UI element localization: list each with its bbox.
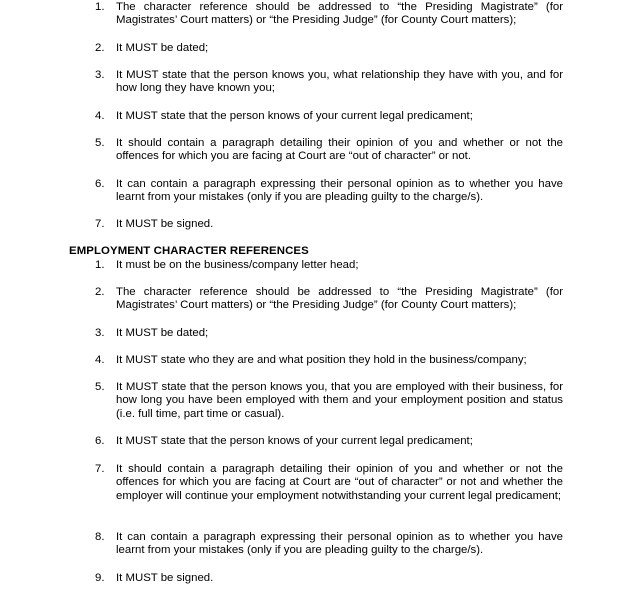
item-number: 3. (95, 69, 105, 81)
list-item (95, 1, 563, 28)
list-item (95, 463, 563, 503)
item-number: 1. (95, 1, 105, 13)
item-text: It can contain a paragraph expressing their personal opinion as to whether you have learnt from your mistakes (only if you are pleading guilty to the charge/s). (116, 531, 563, 557)
list-item (95, 137, 563, 164)
item-number: 6. (95, 435, 105, 447)
list-item (95, 435, 563, 448)
item-number: 9. (95, 572, 105, 584)
item-text: It MUST state that the person knows of your current legal predicament; (116, 110, 473, 122)
item-text: It MUST state who they are and what position they hold in the business/company; (116, 354, 527, 366)
item-number: 2. (95, 42, 105, 54)
list-item (95, 178, 563, 205)
list-item (95, 42, 563, 55)
item-number: 6. (95, 178, 105, 190)
list-item (95, 110, 563, 123)
list-item (95, 327, 563, 340)
list-item (95, 531, 563, 558)
item-number: 5. (95, 381, 105, 393)
item-text: It MUST state that the person knows of your current legal predicament; (116, 435, 473, 447)
item-number: 5. (95, 137, 105, 149)
item-text: The character reference should be addressed to “the Presiding Magistrate” (for Magistrates’ Court matters) or “the Presiding Judge” (for County Court matters); (116, 1, 563, 27)
list-item (95, 354, 563, 367)
item-text: It MUST be dated; (116, 42, 209, 54)
list-item (95, 259, 563, 272)
list-item (95, 381, 563, 421)
item-text: It must be on the business/company letter head; (116, 259, 359, 271)
item-number: 4. (95, 110, 105, 122)
item-number: 3. (95, 327, 105, 339)
item-text: It should contain a paragraph detailing their opinion of you and whether or not the offences for which you are facing at Court are “out of character” or not. (116, 137, 563, 163)
item-number: 8. (95, 531, 105, 543)
item-text: The character reference should be addressed to “the Presiding Magistrate” (for Magistrates’ Court matters) or “the Presiding Judge” (for County Court matters); (116, 286, 563, 312)
item-text: It MUST be dated; (116, 327, 209, 339)
item-text: It MUST state that the person knows you, what relationship they have with you, and for how long they have known you; (116, 69, 563, 95)
item-number: 2. (95, 286, 105, 298)
list-item (95, 286, 563, 313)
list-item (95, 69, 563, 96)
item-text: It MUST state that the person knows you, that you are employed with their business, for how long you have been employed with them and your employment position and status (i.e. full time, part time or casual). (116, 381, 563, 420)
item-text: It should contain a paragraph detailing their opinion of you and whether or not the offences for which you are facing at Court are “out of character” or not and whether the employer will continue your employment notwithstanding your current legal predicament; (116, 463, 563, 502)
list-item (95, 572, 563, 585)
item-text: It can contain a paragraph expressing their personal opinion as to whether you have learnt from your mistakes (only if you are pleading guilty to the charge/s). (116, 178, 563, 204)
item-number: 7. (95, 218, 105, 230)
item-number: 1. (95, 259, 105, 271)
item-text: It MUST be signed. (116, 572, 214, 584)
item-number: 4. (95, 354, 105, 366)
section-heading: EMPLOYMENT CHARACTER REFERENCES (69, 245, 309, 257)
item-number: 7. (95, 463, 105, 475)
item-text: It MUST be signed. (116, 218, 214, 230)
list-item (95, 218, 563, 231)
